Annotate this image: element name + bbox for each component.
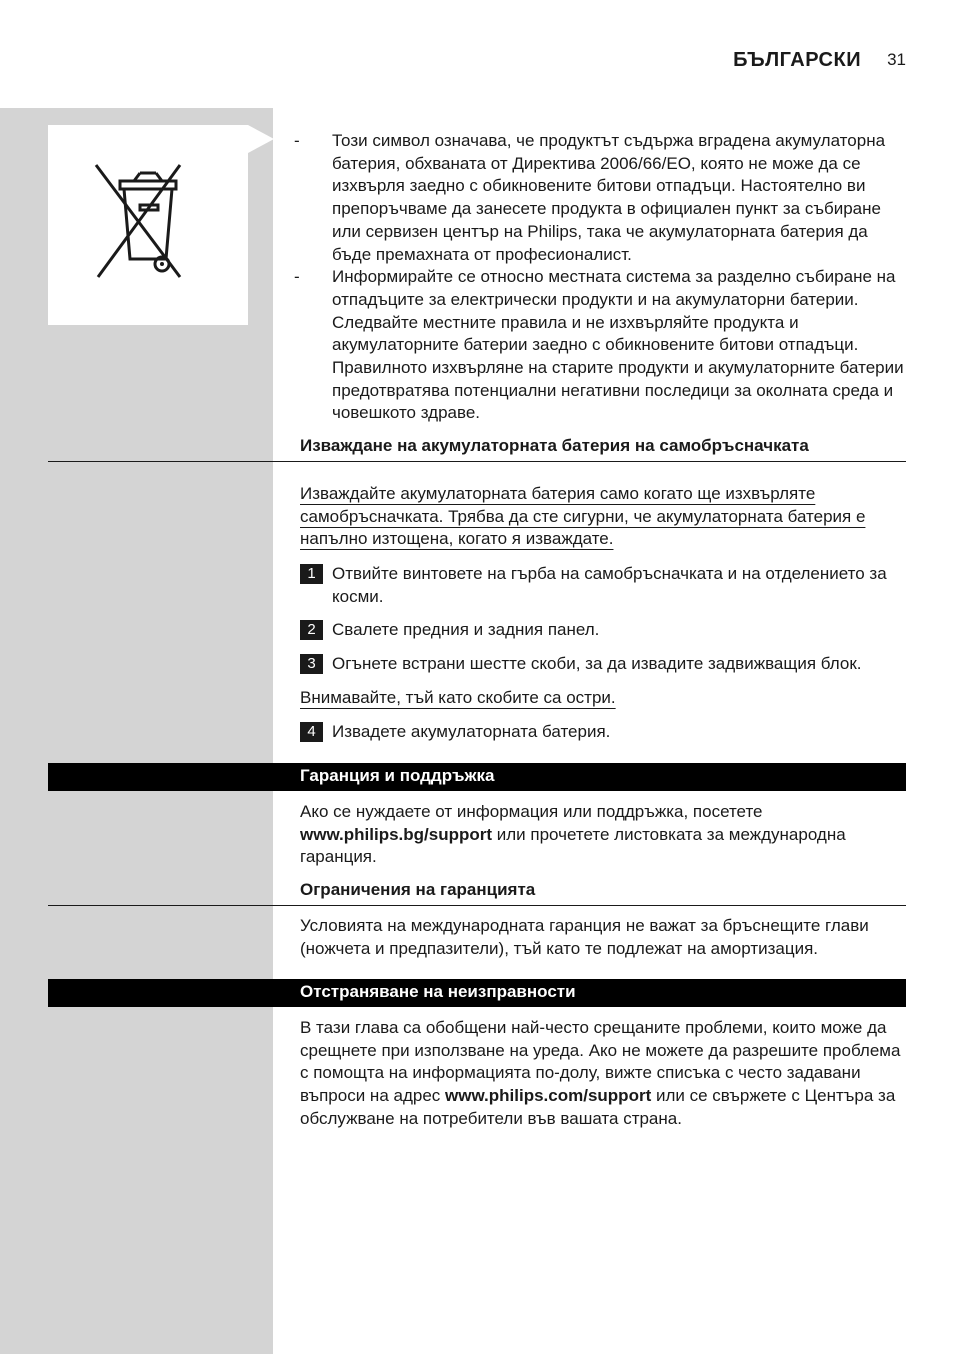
- step-number: 4: [300, 722, 323, 742]
- section-title: Отстраняване на неизправности: [300, 982, 576, 1001]
- list-item: - Информирайте се относно местната система за разделно събиране на отпадъците за електрически продукти и на акумулаторни батерии. Следвайте местните правила и не изхвърляйте продукта и акумулаторните батерии заедно с обикновените битови отпадъци. Правилното изхвърляне на старите продукти и акумулаторните батерии предотвратява потенциални негативни последици за околната среда и човешкото здраве.: [294, 267, 904, 423]
- section-bar-troubleshooting: [48, 979, 906, 1007]
- section-bar-guarantee: [48, 763, 906, 791]
- step-text: Извадете акумулаторната батерия.: [332, 722, 611, 741]
- section-heading-removal: Изваждане на акумулаторната батерия на самобръсначката: [300, 436, 809, 455]
- callout-pointer: [248, 125, 274, 153]
- step-number: 2: [300, 620, 323, 640]
- step-number: 1: [300, 564, 323, 584]
- weee-symbol-box: [48, 125, 248, 325]
- limits-paragraph: Условията на международната гаранция не важат за бръснещите глави (ножчета и предпазители), тъй като те подлежат на амортизация.: [300, 916, 869, 958]
- step-item: [300, 619, 906, 642]
- removal-warning: Изваждайте акумулаторната батерия само когато ще изхвърляте самобръсначката. Трябва да сте сигурни, че акумулаторната батерия е напълно изтощена, когато я изваждате.: [300, 484, 866, 549]
- step-item: [300, 653, 906, 676]
- step-number: 3: [300, 654, 323, 674]
- divider: [48, 461, 906, 462]
- section-title: Гаранция и поддръжка: [300, 766, 495, 785]
- guarantee-paragraph: Ако се нуждаете от информация или поддръжка, посетете www.philips.bg/support или прочетете листовката за международна гаранция.: [300, 802, 846, 867]
- section-heading-limits: Ограничения на гаранцията: [300, 880, 536, 899]
- language-title: БЪЛГАРСКИ: [733, 48, 862, 71]
- troubleshooting-paragraph: В тази глава са обобщени най-често срещаните проблеми, които може да срещнете при използване на уреда. Ако не можете да разрешите проблема с помощта на информацията по-долу, вижте списъка с често задавани въпроси на адрес www.philips.com/support или се свържете с Центъра за обслужване на потребители във вашата страна.: [300, 1018, 901, 1128]
- support-link[interactable]: www.philips.com/support: [445, 1086, 652, 1106]
- step-item: [300, 721, 906, 744]
- caution-note: Внимавайте, тъй като скобите са остри.: [300, 688, 616, 707]
- recycle-bullet-list: [294, 130, 906, 425]
- support-link[interactable]: www.philips.bg/support: [300, 824, 493, 844]
- bullet-text: Информирайте се относно местната система за разделно събиране на отпадъците за електрически продукти и на акумулаторни батерии. Следвайте местните правила и не изхвърляйте продукта и акумулаторните батерии заедно с обикновените битови отпадъци. Правилното изхвърляне на старите продукти и акумулаторните батерии предотвратява потенциални негативни последици за околната среда и човешкото здраве.: [332, 267, 904, 423]
- bullet-text: Този символ означава, че продуктът съдържа вградена акумулаторна батерия, обхваната от Директива 2006/66/EO, която не може да се изхвърля заедно с обикновените битови отпадъци. Настоятелно ви препоръчваме да занесете продукта в официален пункт за събиране или сервизен център на Philips, така че акумулаторната батерия да бъде премахната от професионалист.: [332, 131, 886, 264]
- step-text: Огънете встрани шестте скоби, за да извадите задвижващия блок.: [332, 654, 862, 673]
- step-text: Отвийте винтовете на гърба на самобръсначката и на отделението за косми.: [332, 564, 887, 606]
- page-header: [733, 44, 906, 76]
- crossed-out-bin-icon: [48, 125, 248, 325]
- divider: [48, 905, 906, 906]
- step-item: [300, 563, 906, 608]
- list-item: - Този символ означава, че продуктът съдържа вградена акумулаторна батерия, обхваната от Директива 2006/66/EO, която не може да се изхвърля заедно с обикновените битови отпадъци. Настоятелно ви препоръчваме да занесете продукта в официален пункт за събиране или сервизен център на Philips, така че акумулаторната батерия да бъде премахната от професионалист.: [294, 131, 886, 264]
- step-text: Свалете предния и задния панел.: [332, 620, 600, 639]
- page-number: 31: [887, 50, 906, 69]
